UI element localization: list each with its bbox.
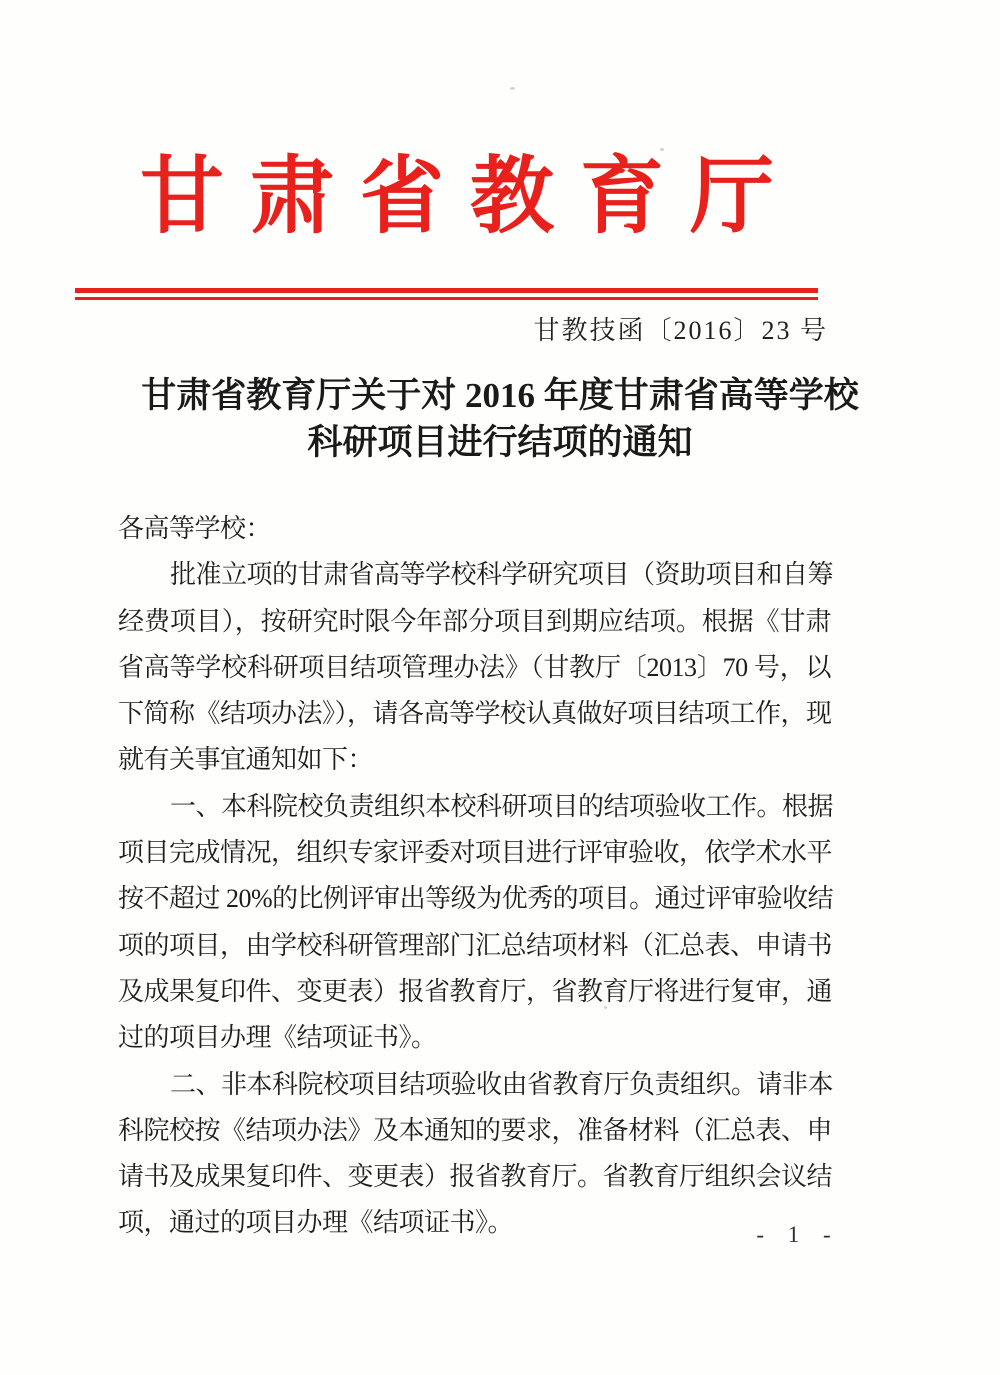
body-line: 经费项目），按研究时限今年部分项目到期应结项。根据《甘肃 [118,606,831,636]
notice-body [118,506,834,1247]
body-line: 二、非本科院校项目结项验收由省教育厅负责组织。请非本 [170,1069,834,1099]
body-line: 请书及成果复印件、变更表）报省教育厅。省教育厅组织会议结 [118,1162,833,1192]
body-line: 项，通过的项目办理《结项证书》。 [118,1208,514,1238]
document-number: 甘教技函〔2016〕23 号 [533,316,828,345]
body-line: 项目完成情况，组织专家评委对项目进行评审验收，依学术水平 [118,838,833,868]
scan-artifact [660,148,664,151]
body-line: 过的项目办理《结项证书》。 [118,1023,437,1053]
notice-title-line2: 科研项目进行结项的通知 [307,423,693,462]
body-line: 就有关事宜通知如下： [118,745,374,775]
notice-title-line1: 甘肃省教育厅关于对 2016 年度甘肃省高等学校 [141,376,859,415]
body-line: 一、本科院校负责组织本校科研项目的结项验收工作。根据 [170,791,834,821]
body-line: 下简称《结项办法》），请各高等学校认真做好项目结项工作，现 [118,699,832,729]
agency-letterhead: 甘肃省教育厅 [139,151,800,244]
salutation: 各高等学校： [118,514,272,543]
page-number: - 1 - [756,1222,840,1247]
scan-artifact [510,87,515,90]
notice-title [0,372,1000,466]
letterhead-rule-thick [75,288,818,293]
body-line: 及成果复印件、变更表）报省教育厅，省教育厅将进行复审，通 [118,976,833,1006]
body-line: 省高等学校科研项目结项管理办法》（甘教厅〔2013〕70 号，以 [118,652,831,682]
body-line: 按不超过 20%的比例评审出等级为优秀的项目。通过评审验收结 [118,884,834,914]
body-line: 科院校按《结项办法》及本通知的要求，准备材料（汇总表、申 [118,1115,833,1145]
scan-artifact [604,1006,607,1009]
body-line: 项的项目，由学校科研管理部门汇总结项材料（汇总表、申请书 [118,930,833,960]
letterhead-rule-thin [75,297,818,300]
body-line: 批准立项的甘肃省高等学校科学研究项目（资助项目和自筹 [170,560,834,590]
